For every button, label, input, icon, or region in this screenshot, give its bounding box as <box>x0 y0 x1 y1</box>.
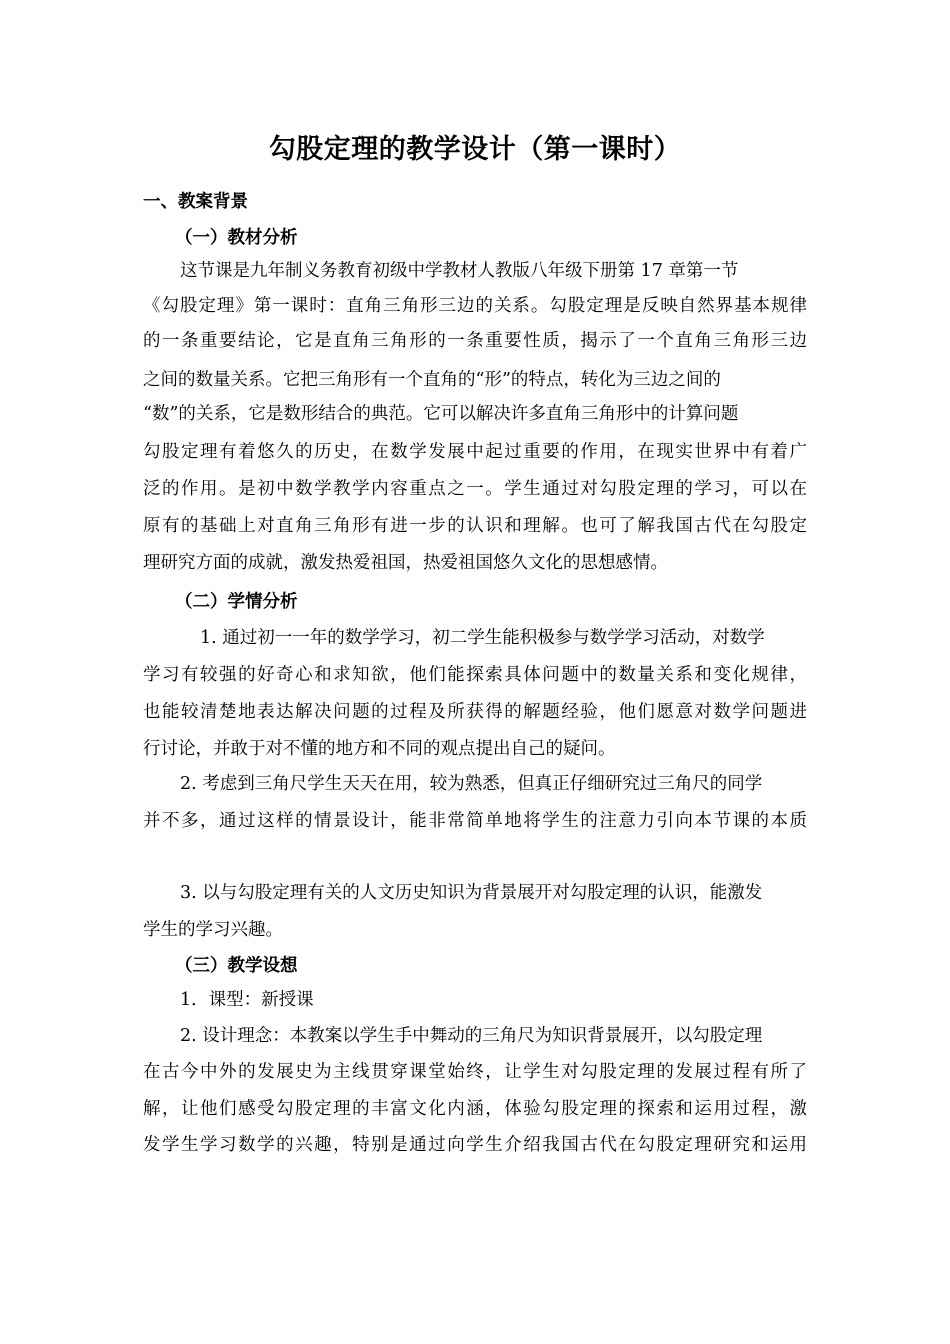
paragraph-line: 行讨论，并敢于对不懂的地方和不同的观点提出自己的疑问。 <box>143 739 616 759</box>
paragraph-line: 2. 设计理念：本教案以学生手中舞动的三角尺为知识背景展开，以勾股定理 <box>180 1026 763 1046</box>
paragraph-line: 泛的作用。是初中数学教学内容重点之一。学生通过对勾股定理的学习，可以在 <box>143 479 807 499</box>
subsection-heading-student-analysis: （二）学情分析 <box>175 592 298 612</box>
document-title: 勾股定理的教学设计（第一课时） <box>268 134 682 165</box>
paragraph-line: 学习有较强的好奇心和求知欲，他们能探索具体问题中的数量关系和变化规律， <box>143 665 807 685</box>
paragraph-line: 2. 考虑到三角尺学生天天在用，较为熟悉，但真正仔细研究过三角尺的同学 <box>180 774 763 794</box>
paragraph-line: 理研究方面的成就，激发热爱祖国，热爱祖国悠久文化的思想感情。 <box>143 553 668 573</box>
paragraph-line: 勾股定理有着悠久的历史，在数学发展中起过重要的作用，在现实世界中有着广 <box>143 442 807 462</box>
paragraph-line: “数”的关系，它是数形结合的典范。它可以解决许多直角三角形中的计算问题 <box>143 404 739 424</box>
paragraph-line: 在古今中外的发展史为主线贯穿课堂始终，让学生对勾股定理的发展过程有所了 <box>143 1062 807 1082</box>
paragraph-line: 的一条重要结论，它是直角三角形的一条重要性质，揭示了一个直角三角形三边 <box>143 331 807 351</box>
paragraph-line: 学生的学习兴趣。 <box>143 920 283 940</box>
paragraph-line: 这节课是九年制义务教育初级中学教材人教版八年级下册第 17 章第一节 <box>180 261 739 281</box>
paragraph-line: 解，让他们感受勾股定理的丰富文化内涵，体验勾股定理的探索和运用过程，激 <box>143 1099 807 1119</box>
subsection-heading-textbook-analysis: （一）教材分析 <box>175 228 298 248</box>
paragraph-line: 《勾股定理》第一课时：直角三角形三边的关系。勾股定理是反映自然界基本规律 <box>143 296 807 316</box>
paragraph-line: 1. 通过初一一年的数学学习，初二学生能积极参与数学学习活动，对数学 <box>200 628 765 648</box>
paragraph-line: 原有的基础上对直角三角形有进一步的认识和理解。也可了解我国古代在勾股定 <box>143 516 807 536</box>
subsection-heading-teaching-plan: （三）教学设想 <box>175 956 298 976</box>
paragraph-line: 1．课型：新授课 <box>180 990 314 1010</box>
section-heading-background: 一、教案背景 <box>143 192 248 212</box>
paragraph-line: 并不多，通过这样的情景设计，能非常简单地将学生的注意力引向本节课的本质 <box>143 811 807 831</box>
paragraph-line: 也能较清楚地表达解决问题的过程及所获得的解题经验，他们愿意对数学问题进 <box>143 702 807 722</box>
paragraph-line: 3. 以与勾股定理有关的人文历史知识为背景展开对勾股定理的认识，能激发 <box>180 883 763 903</box>
paragraph-line: 发学生学习数学的兴趣，特别是通过向学生介绍我国古代在勾股定理研究和运用 <box>143 1135 807 1155</box>
paragraph-line: 之间的数量关系。它把三角形有一个直角的“形”的特点，转化为三边之间的 <box>143 370 721 390</box>
